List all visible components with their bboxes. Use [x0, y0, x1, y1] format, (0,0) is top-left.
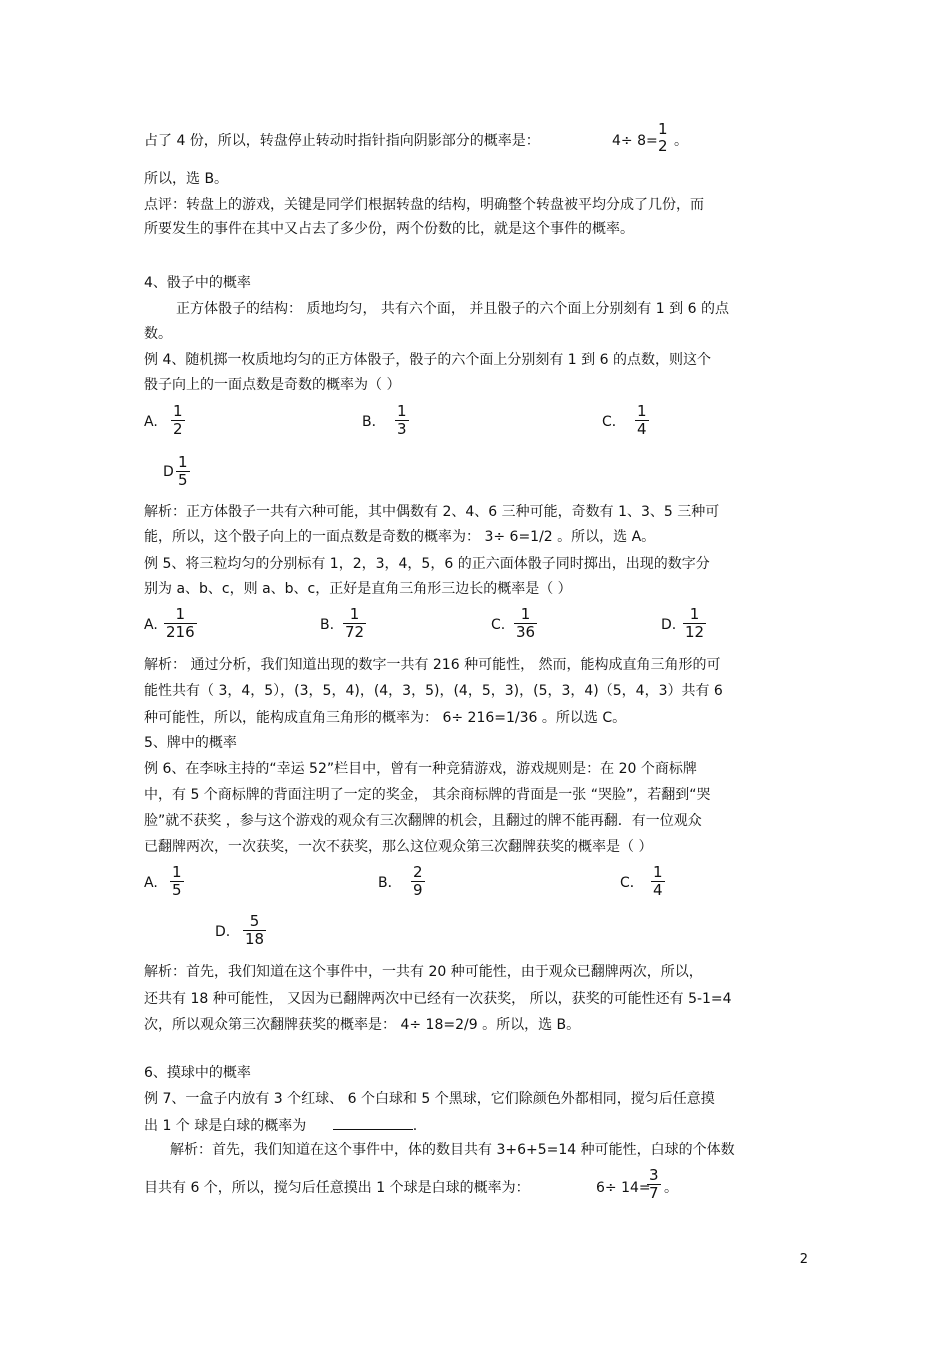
- text-line: 能，所以，这个骰子向上的一面点数是奇数的概率为： 3÷ 6=1/2 。所以，选 A。: [144, 529, 656, 545]
- fraction: [656, 121, 670, 155]
- option-label: D.: [215, 924, 231, 940]
- expression: 4÷ 8=: [612, 133, 658, 149]
- text-line: 脸”就不获奖 ，参与这个游戏的观众有三次翻牌的机会，且翻过的牌不能再翻．有一位观众: [144, 813, 702, 829]
- text-line: 已翻牌两次，一次获奖，一次不获奖，那么这位观众第三次翻牌获奖的概率是（ ）: [144, 839, 653, 855]
- numerator: 3: [649, 1166, 659, 1184]
- denominator: 7: [649, 1184, 659, 1202]
- numerator: 1: [658, 120, 668, 138]
- text-line: 例 5、将三粒均匀的分别标有 1，2，3，4，5，6 的正六面体骰子同时掷出，出现的数字分: [144, 556, 710, 572]
- option-fraction: $\frac{1}{4}$: [653, 863, 663, 899]
- option-label: C.: [491, 617, 506, 633]
- punctuation: 。: [674, 133, 688, 149]
- option-label: D.: [661, 617, 677, 633]
- text-line: 能性共有（ 3，4，5），(3，5，4)，(4，3，5)，(4，5，3)，(5，3，4)（5，4，3）共有 6: [144, 683, 723, 699]
- denominator: 2: [658, 137, 668, 155]
- option-fraction: $\frac{5}{18}$: [245, 912, 265, 948]
- text-line: 例 6、在李咏主持的“幸运 52”栏目中，曾有一种竞猜游戏，游戏规则是：在 20 个商标牌: [144, 761, 697, 777]
- option-label: B.: [320, 617, 335, 633]
- section-heading: 5、牌中的概率: [144, 735, 237, 751]
- option-label: C．: [620, 875, 644, 891]
- option-fraction: $\frac{1}{36}$: [516, 605, 536, 641]
- text-line: 解析：正方体骰子一共有六种可能，其中偶数有 2、4、6 三种可能，奇数有 1、3、5 三种可: [144, 504, 720, 520]
- text-line: 例 7、一盒子内放有 3 个红球、 6 个白球和 5 个黑球，它们除颜色外都相同，搅匀后任意摸: [144, 1091, 715, 1107]
- text-line: 出 1 个 球是白球的概率为 .: [144, 1115, 417, 1135]
- text-line: 点评：转盘上的游戏，关键是同学们根据转盘的结构，明确整个转盘被平均分成了几份，而: [144, 197, 704, 213]
- text-line: 所以，选 B。: [144, 171, 229, 187]
- option-fraction: $\frac{2}{9}$: [413, 863, 423, 899]
- option-fraction: $\frac{1}{2}$: [173, 402, 183, 438]
- text-line: 解析：首先，我们知道在这个事件中，体的数目共有 3+6+5=14 种可能性，白球的个体数: [170, 1142, 735, 1158]
- option-fraction: $\frac{1}{72}$: [345, 605, 365, 641]
- section-heading: 4、骰子中的概率: [144, 275, 251, 291]
- page-number: 2: [799, 1252, 808, 1267]
- option-label: A.: [144, 414, 158, 430]
- option-fraction: $\frac{1}{3}$: [397, 402, 407, 438]
- answer-blank: [333, 1115, 413, 1130]
- text-line: 骰子向上的一面点数是奇数的概率为（ ）: [144, 377, 401, 393]
- option-label: A.: [144, 617, 158, 633]
- option-label: C．: [602, 414, 626, 430]
- punctuation: 。: [664, 1180, 678, 1196]
- text-line: 种可能性，所以，能构成直角三角形的概率为： 6÷ 216=1/36 。所以选 C。: [144, 710, 627, 726]
- option-label: B．: [378, 875, 402, 891]
- section-heading: 6、摸球中的概率: [144, 1065, 251, 1081]
- option-label: A.: [144, 875, 158, 891]
- text-line: 解析： 通过分析，我们知道出现的数字一共有 216 种可能性， 然而，能构成直角三角形的可: [144, 657, 721, 673]
- text-line: 例 4、随机掷一枚质地均匀的正方体骰子，骰子的六个面上分别刻有 1 到 6 的点数，则这个: [144, 352, 711, 368]
- option-fraction: $\frac{1}{5}$: [178, 453, 188, 489]
- option-label: D: [163, 464, 174, 480]
- text-line: 数。: [144, 326, 172, 342]
- text-line: 解析：首先，我们知道在这个事件中，一共有 20 种可能性，由于观众已翻牌两次，所以，: [144, 964, 703, 980]
- text-line: 正方体骰子的结构： 质地均匀， 共有六个面， 并且骰子的六个面上分别刻有 1 到 6 的点: [176, 301, 729, 317]
- text-line: 次，所以观众第三次翻牌获奖的概率是： 4÷ 18=2/9 。所以，选 B。: [144, 1017, 581, 1033]
- fraction: [647, 1167, 661, 1202]
- text-line: 还共有 18 种可能性， 又因为已翻牌两次中已经有一次获奖， 所以，获奖的可能性还有 5-1=4: [144, 991, 732, 1007]
- option-fraction: $\frac{1}{216}$: [166, 605, 195, 641]
- option-fraction: $\frac{1}{5}$: [172, 863, 182, 899]
- option-fraction: $\frac{1}{12}$: [685, 605, 705, 641]
- text-line: 所要发生的事件在其中又占去了多少份，两个份数的比，就是这个事件的概率。: [144, 221, 634, 237]
- expression: 6÷ 14=: [596, 1180, 651, 1196]
- option-label: B．: [362, 414, 386, 430]
- text-line: 中，有 5 个商标牌的背面注明了一定的奖金， 其余商标牌的背面是一张 “哭脸”，若翻到“哭: [144, 787, 711, 803]
- option-fraction: $\frac{1}{4}$: [637, 402, 647, 438]
- text-line: 目共有 6 个，所以，搅匀后任意摸出 1 个球是白球的概率为：: [144, 1180, 530, 1196]
- text-line: 别为 a、b、c，则 a、b、c，正好是直角三角形三边长的概率是（ ）: [144, 581, 572, 597]
- text-line: 占了 4 份，所以，转盘停止转动时指针指向阴影部分的概率是：: [144, 133, 540, 149]
